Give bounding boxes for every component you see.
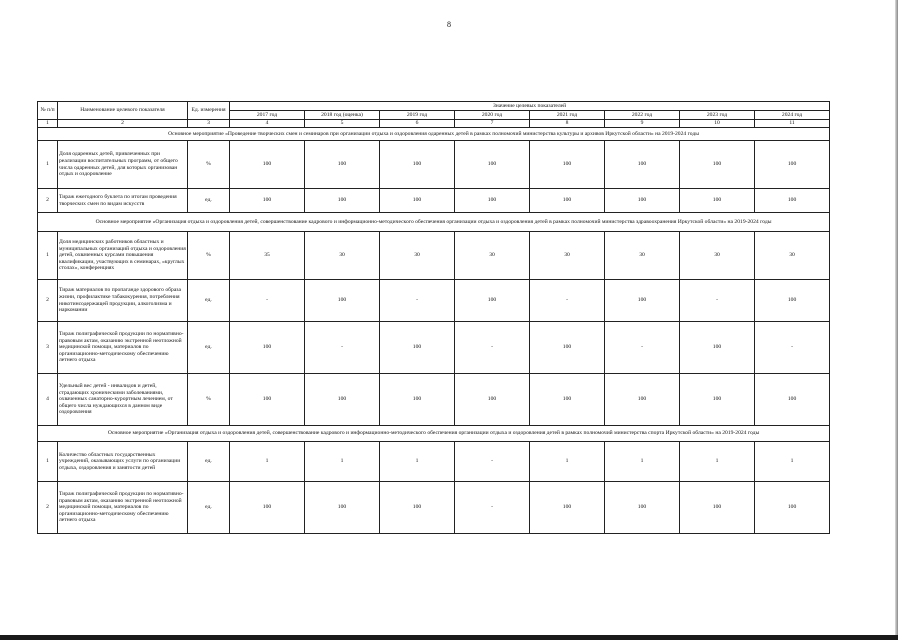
target-indicators-table: [37, 101, 830, 534]
value-cell: 100: [605, 141, 680, 189]
table-row: [38, 482, 830, 534]
value-cell: 30: [455, 232, 530, 280]
header-year: 2017 год: [230, 111, 305, 120]
value-cell: 100: [530, 141, 605, 189]
value-cell: 100: [380, 322, 455, 374]
value-cell: 100: [605, 189, 680, 213]
value-cell: 100: [230, 189, 305, 213]
unit-cell: ед.: [188, 322, 230, 374]
value-cell: -: [455, 442, 530, 482]
indicator-name: Тираж полиграфической продукции по нормативно-правовым актам, оказанию экстренной неотложной медицинской помощи, материалов по организационно-методическому обеспечению летнего отдыха: [58, 322, 188, 374]
value-cell: 100: [305, 189, 380, 213]
value-cell: 100: [380, 189, 455, 213]
unit-cell: ед.: [188, 442, 230, 482]
column-number: 6: [380, 120, 455, 128]
value-cell: 100: [305, 141, 380, 189]
column-number: 11: [755, 120, 830, 128]
value-cell: 100: [530, 322, 605, 374]
value-cell: 30: [605, 232, 680, 280]
table-row: [38, 374, 830, 426]
header-year: 2019 год: [380, 111, 455, 120]
value-cell: 100: [230, 322, 305, 374]
value-cell: 30: [530, 232, 605, 280]
value-cell: 100: [680, 141, 755, 189]
value-cell: 30: [755, 232, 830, 280]
header-year: 2021 год: [530, 111, 605, 120]
value-cell: -: [305, 322, 380, 374]
unit-cell: ед.: [188, 280, 230, 322]
value-cell: 100: [755, 482, 830, 534]
value-cell: 100: [755, 141, 830, 189]
value-cell: 100: [530, 482, 605, 534]
value-cell: 1: [530, 442, 605, 482]
value-cell: 100: [680, 189, 755, 213]
header-year: 2023 год: [680, 111, 755, 120]
value-cell: 100: [605, 280, 680, 322]
value-cell: 100: [755, 189, 830, 213]
table-row: [38, 141, 830, 189]
value-cell: 100: [530, 189, 605, 213]
header-year: 2022 год: [605, 111, 680, 120]
value-cell: -: [680, 280, 755, 322]
unit-cell: ед.: [188, 189, 230, 213]
value-cell: 30: [305, 232, 380, 280]
header-year: 2020 год: [455, 111, 530, 120]
row-number: 3: [38, 322, 58, 374]
header-year: 2024 год: [755, 111, 830, 120]
value-cell: 100: [680, 322, 755, 374]
value-cell: -: [605, 322, 680, 374]
value-cell: 1: [380, 442, 455, 482]
value-cell: -: [755, 322, 830, 374]
unit-cell: %: [188, 141, 230, 189]
header-year: 2018 год (оценка): [305, 111, 380, 120]
column-number: 5: [305, 120, 380, 128]
value-cell: 35: [230, 232, 305, 280]
value-cell: 100: [755, 374, 830, 426]
value-cell: 1: [605, 442, 680, 482]
value-cell: 1: [230, 442, 305, 482]
table-body: [38, 128, 830, 534]
indicator-name: Тираж материалов по пропаганде здорового образа жизни, профилактике табакокурения, потребления никотинсодержащей продукции, алкоголизма и наркомании: [58, 280, 188, 322]
value-cell: 100: [455, 189, 530, 213]
column-number: 8: [530, 120, 605, 128]
indicator-name: Доля медицинских работников областных и муниципальных организаций отдыха и оздоровления детей, охваченных курсами повышения квалификации, участвующих в семинарах, «круглых столах», конференциях: [58, 232, 188, 280]
value-cell: 100: [530, 374, 605, 426]
value-cell: 100: [230, 374, 305, 426]
section-title: Основное мероприятие «Организация отдыха и оздоровления детей, совершенствование кадрового и информационно-методического обеспечения организации отдыха и оздоровления детей в рамках полномочий министерства здравоохранения Иркутской области» на 2019-2024 годы: [38, 213, 830, 232]
value-cell: 100: [680, 482, 755, 534]
unit-cell: %: [188, 232, 230, 280]
value-cell: 100: [455, 141, 530, 189]
section-row: [38, 426, 830, 442]
column-number: 7: [455, 120, 530, 128]
section-title: Основное мероприятие «Организация отдыха и оздоровления детей, совершенствование кадрового и информационно-методического обеспечения организации отдыха и оздоровления детей в рамках полномочий министерства спорта Иркутской области» на 2019-2024 годы: [38, 426, 830, 442]
value-cell: 100: [605, 482, 680, 534]
unit-cell: %: [188, 374, 230, 426]
table-row: [38, 322, 830, 374]
indicator-name: Тираж полиграфической продукции по нормативно-правовым актам, оказанию экстренной неотложной медицинской помощи, материалов по организационно-методическому обеспечению летнего отдыха: [58, 482, 188, 534]
value-cell: -: [230, 280, 305, 322]
value-cell: 100: [380, 141, 455, 189]
row-number: 2: [38, 280, 58, 322]
value-cell: 30: [380, 232, 455, 280]
value-cell: 100: [455, 374, 530, 426]
indicator-name: Удельный вес детей - инвалидов и детей, страдающих хроническими заболеваниями, охваченных санаторно-курортным лечением, от общего числа нуждающихся в данном виде оздоровления: [58, 374, 188, 426]
value-cell: 1: [305, 442, 380, 482]
indicator-name: Количество областных государственных учреждений, оказывающих услуги по организации отдыха, оздоровления и занятости детей: [58, 442, 188, 482]
value-cell: 100: [305, 280, 380, 322]
value-cell: 100: [305, 482, 380, 534]
page-number: 8: [447, 20, 451, 29]
value-cell: 100: [380, 374, 455, 426]
section-row: [38, 128, 830, 141]
row-number: 2: [38, 482, 58, 534]
value-cell: 1: [755, 442, 830, 482]
value-cell: -: [380, 280, 455, 322]
value-cell: 30: [680, 232, 755, 280]
value-cell: 100: [755, 280, 830, 322]
table-row: [38, 280, 830, 322]
header-name: Наименование целевого показателя: [58, 102, 188, 120]
column-number: 9: [605, 120, 680, 128]
row-number: 1: [38, 141, 58, 189]
indicator-name: Доля одаренных детей, привлеченных при реализации воспитательных программ, от общего числа одаренных детей, для которых организован отдых и оздоровление: [58, 141, 188, 189]
header-values-title: Значение целевых показателей: [230, 102, 830, 111]
value-cell: 100: [455, 280, 530, 322]
value-cell: 100: [305, 374, 380, 426]
header-num: № п/п: [38, 102, 58, 120]
column-number: 3: [188, 120, 230, 128]
row-number: 1: [38, 232, 58, 280]
value-cell: 100: [230, 482, 305, 534]
row-number: 1: [38, 442, 58, 482]
value-cell: 100: [605, 374, 680, 426]
column-number: 4: [230, 120, 305, 128]
unit-cell: ед.: [188, 482, 230, 534]
header-unit: Ед. измерения: [188, 102, 230, 120]
value-cell: 100: [680, 374, 755, 426]
table-row: [38, 232, 830, 280]
value-cell: -: [455, 482, 530, 534]
column-number: 2: [58, 120, 188, 128]
table-row: [38, 189, 830, 213]
column-number: 1: [38, 120, 58, 128]
table-row: [38, 442, 830, 482]
value-cell: -: [455, 322, 530, 374]
indicator-name: Тираж ежегодного буклета по итогам проведения творческих смен по видам искусств: [58, 189, 188, 213]
value-cell: 1: [680, 442, 755, 482]
row-number: 4: [38, 374, 58, 426]
value-cell: -: [530, 280, 605, 322]
value-cell: 100: [380, 482, 455, 534]
section-row: [38, 213, 830, 232]
value-cell: 100: [230, 141, 305, 189]
section-title: Основное мероприятие «Проведение творческих смен и семинаров при организации отдыха и оздоровления одаренных детей в рамках полномочий министерства культуры и архивов Иркутской области» на 2019-2024 годы: [38, 128, 830, 141]
scan-edge: [0, 635, 898, 640]
row-number: 2: [38, 189, 58, 213]
column-number: 10: [680, 120, 755, 128]
